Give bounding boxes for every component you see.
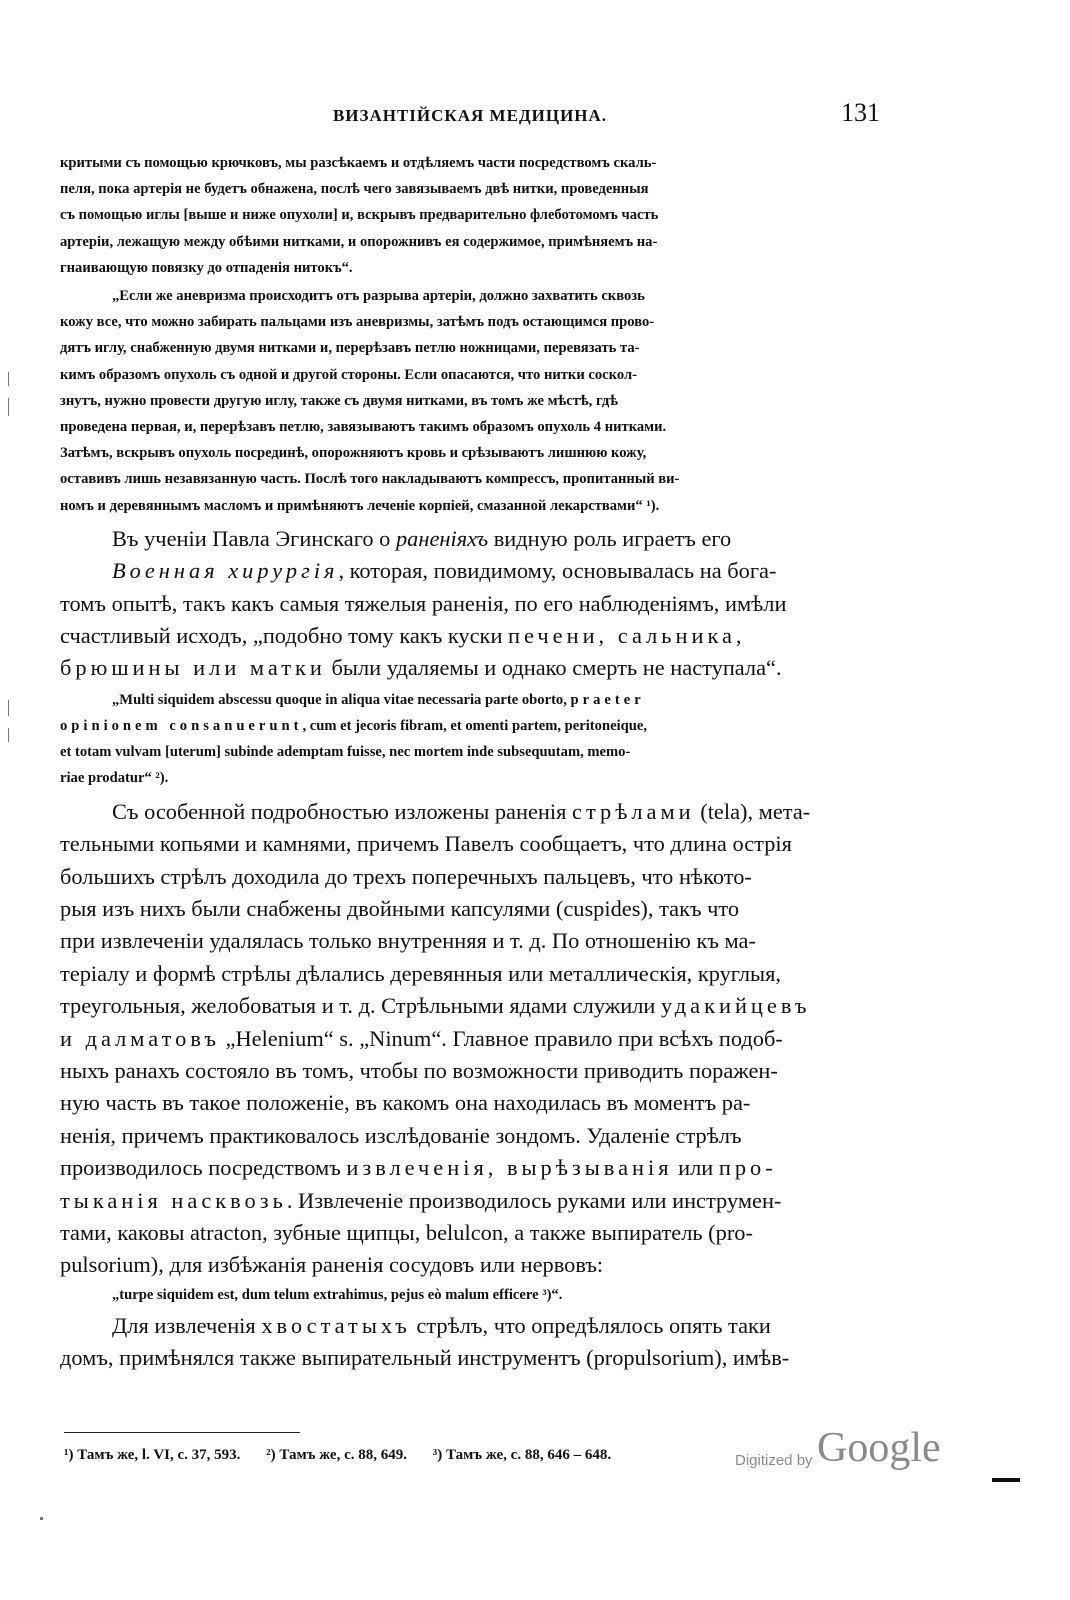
text-line: Затѣмъ, вскрывъ опухоль посрединѣ, опорожняютъ кровь и срѣзываютъ лишнюю кожу,	[60, 445, 647, 462]
text-run: , которая, повидимому, основывалась на бога-	[338, 558, 777, 584]
emphasis-spaced: и далматовъ	[60, 1025, 220, 1051]
text-line: ную часть въ такое положеніе, въ какомъ она находилась въ моментъ ра-	[60, 1090, 751, 1116]
text-line: кожу все, что можно забирать пальцами изъ аневризмы, затѣмъ подъ остающимся прово-	[60, 314, 655, 331]
scan-speck	[8, 398, 9, 416]
text-line: рыя изъ нихъ были снабжены двойными капсулями (cuspides), такъ что	[60, 895, 740, 921]
footnote-rule	[64, 1432, 300, 1433]
emphasis-spaced: извлеченія, вырѣзыванія	[346, 1155, 673, 1181]
text-run: (tela), мета-	[694, 798, 811, 824]
text-line: тельными копьями и камнями, причемъ Павелъ сообщаетъ, что длина острія	[60, 831, 792, 857]
text-run: треугольныя, желобоватыя и т. д. Стрѣльными ядами служили	[60, 993, 661, 1019]
emphasis-spaced: opinionem consanuerunt	[60, 718, 303, 735]
text-line	[60, 713, 878, 739]
text-line: ненія, причемъ практиковалось изслѣдованіе зондомъ. Удаленіе стрѣлъ	[60, 1122, 742, 1148]
text-line	[60, 796, 878, 828]
text-line: гнаивающую повязку до отпаденія нитокъ“.	[60, 259, 353, 276]
text-line: большихъ стрѣлъ доходила до трехъ поперечныхъ пальцевъ, что нѣкото-	[60, 863, 752, 889]
text-line: тами, каковы atracton, зубные щипцы, belulcon, а также выпиратель (pro-	[60, 1219, 753, 1245]
text-line: оставивъ лишь незавязанную часть. Послѣ того накладываютъ компрессъ, пропитанный ви-	[60, 471, 680, 488]
scan-speck	[8, 700, 9, 716]
text-line	[60, 1023, 878, 1055]
text-line: кимъ образомъ опухоль съ одной и другой стороны. Если опасаются, что нитки соскол-	[60, 366, 638, 383]
emphasis-spaced: про-	[718, 1155, 777, 1181]
footnote-3: ³) Тамъ же, c. 88, 646 – 648.	[432, 1447, 612, 1463]
text-line: pulsorium), для избѣжанія раненія сосудовъ или нервовъ:	[60, 1252, 604, 1278]
latin-quote-1	[60, 687, 878, 792]
text-line: критыми съ помощью крючковъ, мы разсѣкаемъ и отдѣляемъ части посредствомъ скаль-	[60, 155, 657, 171]
paragraph-3	[60, 1310, 878, 1375]
text-line: домъ, примѣнялся также выпирательный инструментъ (propulsorium), имѣв-	[60, 1345, 790, 1371]
text-line	[60, 1185, 878, 1217]
footnote-1: ¹) Тамъ же, l. VI, c. 37, 593.	[64, 1447, 241, 1463]
text-run: видную роль играетъ его	[488, 525, 732, 551]
paragraph-2	[60, 796, 878, 1282]
watermark-prefix: Digitized by	[735, 1452, 813, 1469]
emphasis-spaced: удакийцевъ	[660, 993, 811, 1019]
footnote-2: ²) Тамъ же, c. 88, 649.	[266, 1447, 407, 1463]
page-number: 131	[841, 98, 880, 127]
text-line: знутъ, нужно провести другую иглу, также съ двумя нитками, въ томъ же мѣстѣ, гдѣ	[60, 392, 619, 409]
text-line: номъ и деревяннымъ масломъ и примѣняютъ леченіе корпіей, смазанной лекарствами“ ¹).	[60, 497, 660, 514]
emphasis-spaced: печени, сальника,	[508, 623, 746, 649]
latin-quote-2	[60, 1282, 878, 1308]
scan-speck	[8, 728, 9, 742]
paragraph-1	[60, 523, 878, 685]
text-line: „turpe siquidem est, dum telum extrahimus, pejus eò malum efficere ³)“.	[112, 1286, 563, 1303]
emphasis: раненіяхъ	[395, 525, 489, 551]
quote-block-1	[60, 150, 878, 281]
text-line: et totam vulvam [uterum] subinde ademptam fuisse, nec mortem inde subsequutam, memo-	[60, 744, 631, 761]
quote-block-2	[60, 283, 878, 519]
text-line	[60, 990, 878, 1022]
text-line: при извлеченіи удалялась только внутренняя и т. д. По отношенію къ ма-	[60, 928, 756, 954]
text-run: счастливый исходъ, „подобно тому какъ куски	[60, 623, 509, 649]
text-line: артеріи, лежащую между обѣими нитками, и опорожнивъ ея содержимое, примѣняемъ на-	[60, 233, 658, 250]
text-line: проведена первая, и, перерѣзавъ петлю, завязываютъ такимъ образомъ опухоль 4 нитками.	[60, 419, 667, 436]
running-title: ВИЗАНТІЙСКАЯ МЕДИЦИНА.	[332, 106, 608, 125]
text-line	[60, 555, 878, 587]
emphasis-spaced: Военная хирургія	[112, 558, 339, 584]
text-line	[60, 620, 878, 652]
text-run: были удаляемы и однако смерть не наступала“.	[325, 655, 782, 681]
page-body	[60, 150, 878, 1375]
text-line	[60, 523, 878, 555]
text-line: пеля, пока артерія не будетъ обнажена, послѣ чего завязываемъ двѣ нитки, проведенныя	[60, 181, 649, 198]
text-run: „Helenium“ s. „Ninum“. Главное правило при всѣхъ подоб-	[219, 1025, 783, 1051]
text-run: Для извлеченія	[112, 1312, 262, 1338]
text-run: . Извлеченіе производилось руками или инструмен-	[286, 1187, 782, 1213]
text-line	[60, 1152, 878, 1184]
text-line: ныхъ ранахъ состояло въ томъ, чтобы по возможности приводить поражен-	[60, 1057, 778, 1083]
text-line: дятъ иглу, снабженную двумя нитками и, перерѣзавъ петлю ножницами, перевязать та-	[60, 340, 640, 357]
running-header	[60, 98, 880, 130]
text-run: Въ ученіи Павла Эгинскаго о	[112, 525, 396, 551]
scan-speck	[8, 372, 9, 386]
margin-dash-mark	[992, 1478, 1020, 1482]
text-line: томъ опытѣ, такъ какъ самыя тяжелыя раненія, по его наблюденіямъ, имѣли	[60, 590, 787, 616]
text-run: стрѣлъ, что опредѣлялось опять таки	[410, 1312, 771, 1338]
scan-speck	[40, 1517, 43, 1520]
text-line: съ помощью иглы [выше и ниже опухоли] и, вскрывъ предварительно флеботомомъ часть	[60, 207, 659, 224]
text-run: Съ особенной подробностью изложены раненія	[112, 798, 573, 824]
emphasis-spaced: стрѣлами	[572, 798, 695, 824]
text-line: „Если же аневризма происходитъ отъ разрыва артеріи, должно захватить сквозь	[112, 288, 645, 305]
text-run: производилось посредствомъ	[60, 1155, 347, 1181]
google-logo: Google	[817, 1425, 941, 1471]
digitized-by-google-watermark	[735, 1420, 955, 1480]
text-line	[60, 687, 878, 713]
text-line	[60, 1310, 878, 1342]
emphasis-spaced: хвостатыхъ	[261, 1312, 411, 1338]
text-run: или	[672, 1155, 719, 1181]
emphasis-spaced: брюшины или матки	[60, 655, 326, 681]
text-run: , cum et jecoris fibram, et omenti partem, peritoneique,	[302, 718, 647, 735]
text-line: теріалу и формѣ стрѣлы дѣлались деревянныя или металлическія, круглыя,	[60, 960, 781, 986]
text-run: „Multi siquidem abscessu quoque in aliqua vitae necessaria parte oborto,	[112, 691, 571, 708]
text-line: riae prodatur“ ²).	[60, 770, 169, 787]
text-line	[60, 652, 878, 684]
emphasis-spaced: тыканія насквозь	[60, 1187, 287, 1213]
emphasis-spaced: praeter	[570, 691, 645, 708]
